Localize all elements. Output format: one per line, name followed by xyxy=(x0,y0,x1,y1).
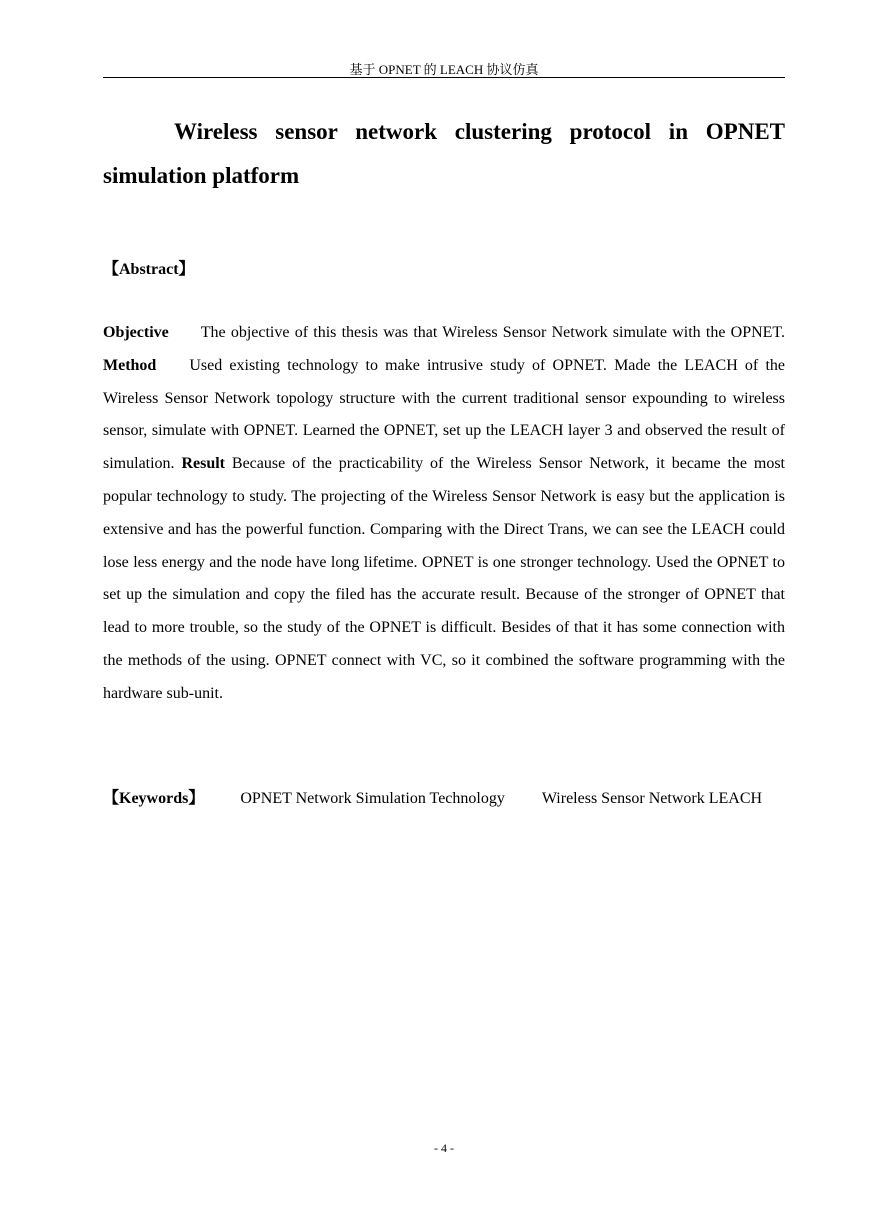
running-header: 基于 OPNET 的 LEACH 协议仿真 xyxy=(349,62,539,77)
method-text: Used existing technology to make intrusive study of OPNET. Made the LEACH of the Wireless Sensor Network topology structure with the current traditional sensor expounding to wireless sensor, simulate with OPNET. Learned the OPNET, set up the LEACH layer 3 and observed the result of simulation. xyxy=(103,356,785,473)
abstract-heading: 【Abstract】 xyxy=(103,261,195,278)
objective-text: The objective of this thesis was that Wireless Sensor Network simulate with the OPNET. xyxy=(200,324,785,341)
header-rule xyxy=(103,77,785,78)
keyword-item: OPNET Network Simulation Technology xyxy=(240,790,505,807)
method-label: Method xyxy=(103,356,157,374)
result-label: Result xyxy=(181,455,226,473)
paper-title: Wireless sensor network clustering protocol in OPNET simulation platform xyxy=(103,119,785,188)
keywords-label: 【Keywords】 xyxy=(103,790,205,807)
abstract-body xyxy=(103,317,785,711)
objective-label: Objective xyxy=(103,324,169,341)
page-number: - 4 - xyxy=(434,1141,454,1155)
keyword-item: Wireless Sensor Network xyxy=(541,790,705,807)
keywords-line xyxy=(103,779,785,818)
result-text: Because of the practicability of the Wireless Sensor Network, it became the most popular technology to study. The projecting of the Wireless Sensor Network is easy but the application is extensive and has the powerful function. Comparing with the Direct Trans, we can see the LEACH could lose less energy and the node have long lifetime. OPNET is one stronger technology. Used the OPNET to set up the simulation and copy the filed has the accurate result. Because of the stronger of OPNET that lead to more trouble, so the study of the OPNET is difficult. Besides of that it has some connection with the methods of the using. OPNET connect with VC, so it combined the software programming with the hardware sub-unit. xyxy=(103,455,786,702)
keyword-item: LEACH xyxy=(708,790,763,807)
